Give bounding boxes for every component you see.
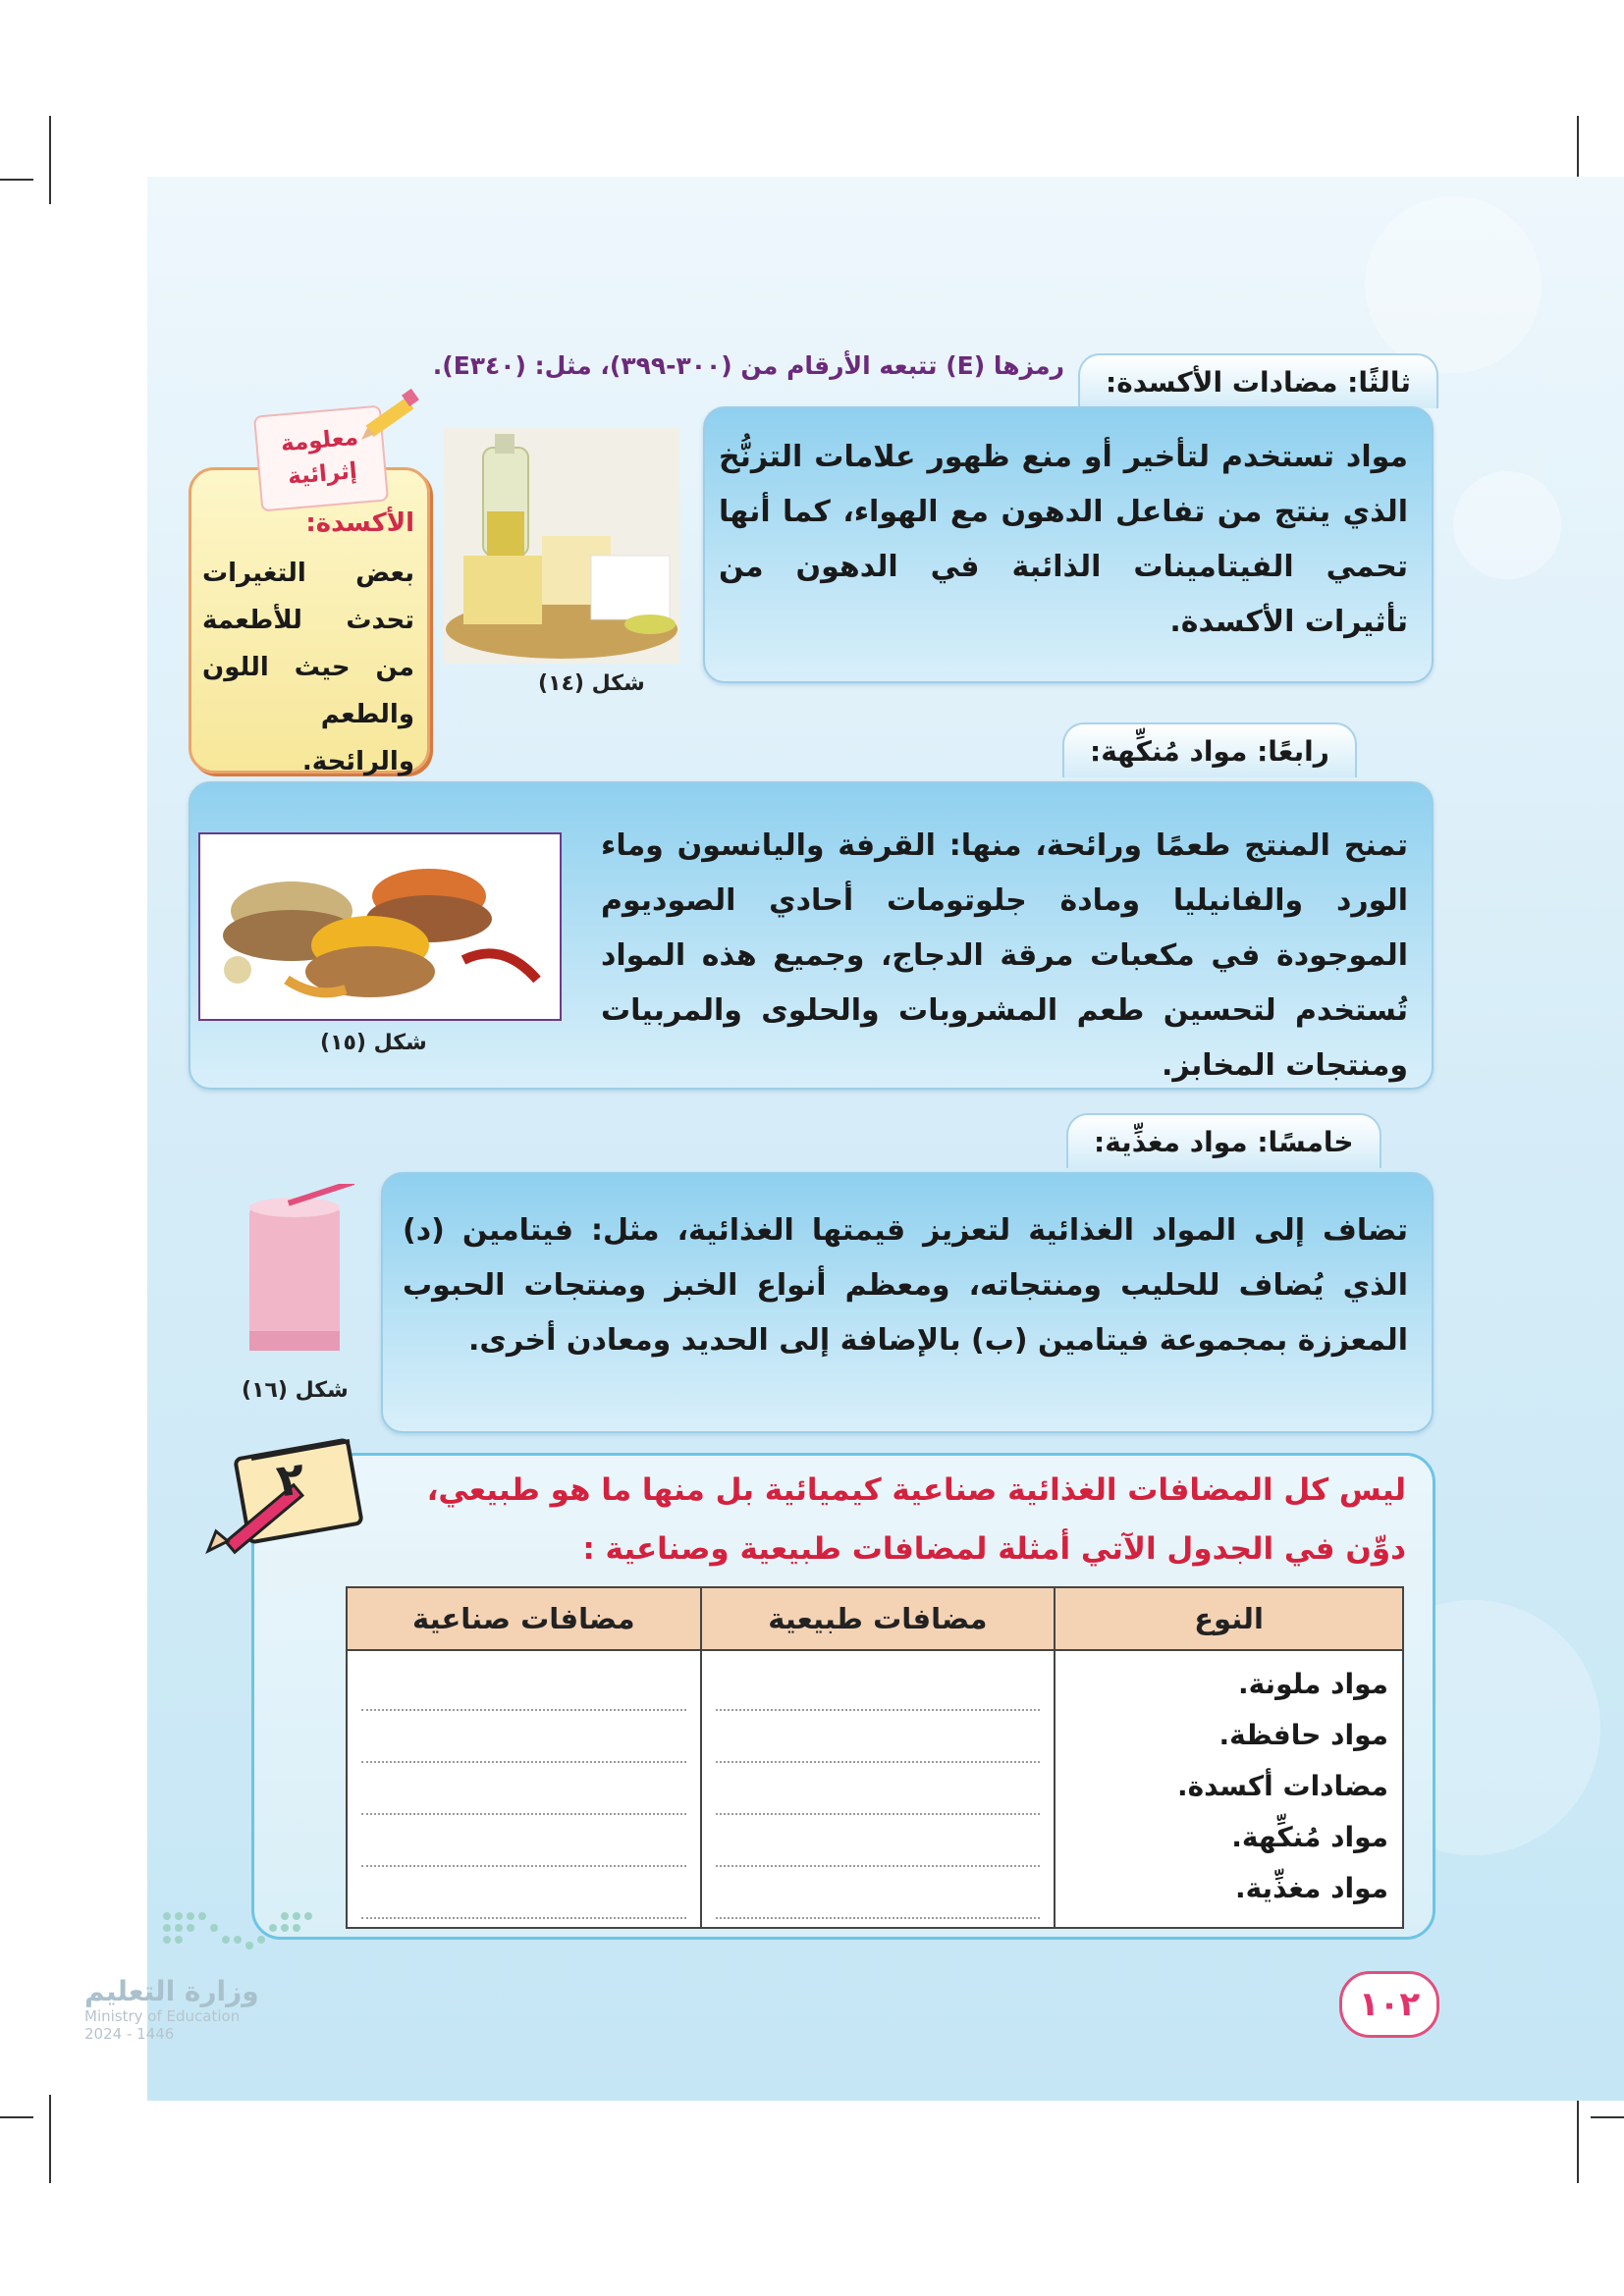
artificial-additives-column[interactable] xyxy=(347,1650,701,1928)
ministry-name-english: Ministry of Education xyxy=(84,2007,241,2025)
activity-number: ٢ xyxy=(273,1451,308,1508)
e-number-note: رمزها (E) تتبعه الأرقام من (٣٠٠-٣٩٩)، مثل: (E٣٤٠). xyxy=(432,351,1064,380)
ministry-name-arabic: وزارة التعليم xyxy=(84,1975,259,2007)
crop-mark xyxy=(49,116,51,204)
additives-table xyxy=(346,1586,1404,1929)
decoration xyxy=(1453,471,1561,579)
table-header: مضافات صناعية xyxy=(347,1587,701,1650)
page-number: ١٠٢ xyxy=(1339,1971,1439,2038)
answer-line[interactable] xyxy=(361,1659,686,1711)
antioxidants-text: مواد تستخدم لتأخير أو منع ظهور علامات التزنُّخ الذي ينتج من تفاعل الدهون مع الهواء، كما أنها تحمي الفيتامينات الذائبة في الدهون من تأثيرات الأكسدة. xyxy=(719,440,1408,639)
activity-prompt-line-2: دوِّن في الجدول الآتي أمثلة لمضافات طبيعية وصناعية : xyxy=(582,1531,1406,1567)
milk-carton-photo xyxy=(228,1184,375,1361)
nutrients-text: تضاف إلى المواد الغذائية لتعزيز قيمتها الغذائية، مثل: فيتامين (د) الذي يُضاف للحليب ومنتجاته، ومعظم أنواع الخبز ومنتجات الحبوب المعززة بمجموعة فيتامين (ب) بالإضافة إلى الحديد ومعادن أخرى. xyxy=(403,1213,1408,1358)
answer-line[interactable] xyxy=(716,1867,1041,1919)
edition-year: 2024 - 1446 xyxy=(84,2025,175,2043)
crop-mark xyxy=(0,2116,33,2118)
table-row: مواد حافظة. xyxy=(1218,1719,1388,1751)
ministry-logo-icon xyxy=(157,1906,324,1955)
crop-mark xyxy=(1577,2095,1579,2183)
figure-caption: شكل (١٦) xyxy=(242,1378,349,1403)
flavorings-text: تمنح المنتج طعمًا ورائحة، منها: القرفة واليانسون وماء الورد والفانيليا ومادة جلوتومات أحادي الصوديوم الموجودة في مكعبات مرقة الدجاج، وجميع هذه المواد تُستخدم لتحسين طعم المشروبات والحلوى والمربيات ومنتجات المخابز. xyxy=(601,828,1408,1083)
table-header: النوع xyxy=(1055,1587,1403,1650)
answer-line[interactable] xyxy=(716,1815,1041,1867)
answer-line[interactable] xyxy=(716,1711,1041,1763)
section-heading-nutrients: خامسًا: مواد مغذِّية: xyxy=(1066,1113,1381,1168)
table-row: مضادات أكسدة. xyxy=(1176,1770,1388,1802)
crop-mark xyxy=(0,179,33,181)
answer-line[interactable] xyxy=(716,1763,1041,1815)
decoration xyxy=(1365,196,1542,373)
section-heading-flavorings: رابعًا: مواد مُنكِّهة: xyxy=(1062,722,1357,777)
type-column xyxy=(1055,1650,1403,1928)
enrichment-badge: معلومة إثرائية xyxy=(253,405,389,512)
crop-mark xyxy=(1591,2116,1624,2118)
crop-mark xyxy=(49,2095,51,2183)
answer-line[interactable] xyxy=(361,1763,686,1815)
section-heading-antioxidants: ثالثًا: مضادات الأكسدة: xyxy=(1078,353,1438,408)
enrichment-title: الأكسدة: xyxy=(305,508,414,538)
table-row: مواد مُنكِّهة. xyxy=(1231,1821,1388,1853)
table-row: مواد ملونة. xyxy=(1237,1668,1388,1700)
figure-caption: شكل (١٥) xyxy=(320,1031,427,1055)
pencil-icon xyxy=(353,389,422,448)
table-row: مواد مغذِّية. xyxy=(1234,1872,1388,1904)
answer-line[interactable] xyxy=(716,1659,1041,1711)
enrichment-text: بعض التغيرات تحدث للأطعمة من حيث اللون والطعم والرائحة. xyxy=(202,559,414,776)
table-header: مضافات طبيعية xyxy=(701,1587,1056,1650)
answer-line[interactable] xyxy=(361,1711,686,1763)
ministry-label xyxy=(84,1975,259,2043)
oil-butter-photo xyxy=(444,428,679,664)
answer-line[interactable] xyxy=(361,1867,686,1919)
activity-prompt-line-1: ليس كل المضافات الغذائية صناعية كيميائية بل منها ما هو طبيعي، xyxy=(426,1472,1406,1508)
natural-additives-column[interactable] xyxy=(701,1650,1056,1928)
spices-photo xyxy=(198,832,562,1021)
figure-caption: شكل (١٤) xyxy=(538,671,645,696)
answer-line[interactable] xyxy=(361,1815,686,1867)
